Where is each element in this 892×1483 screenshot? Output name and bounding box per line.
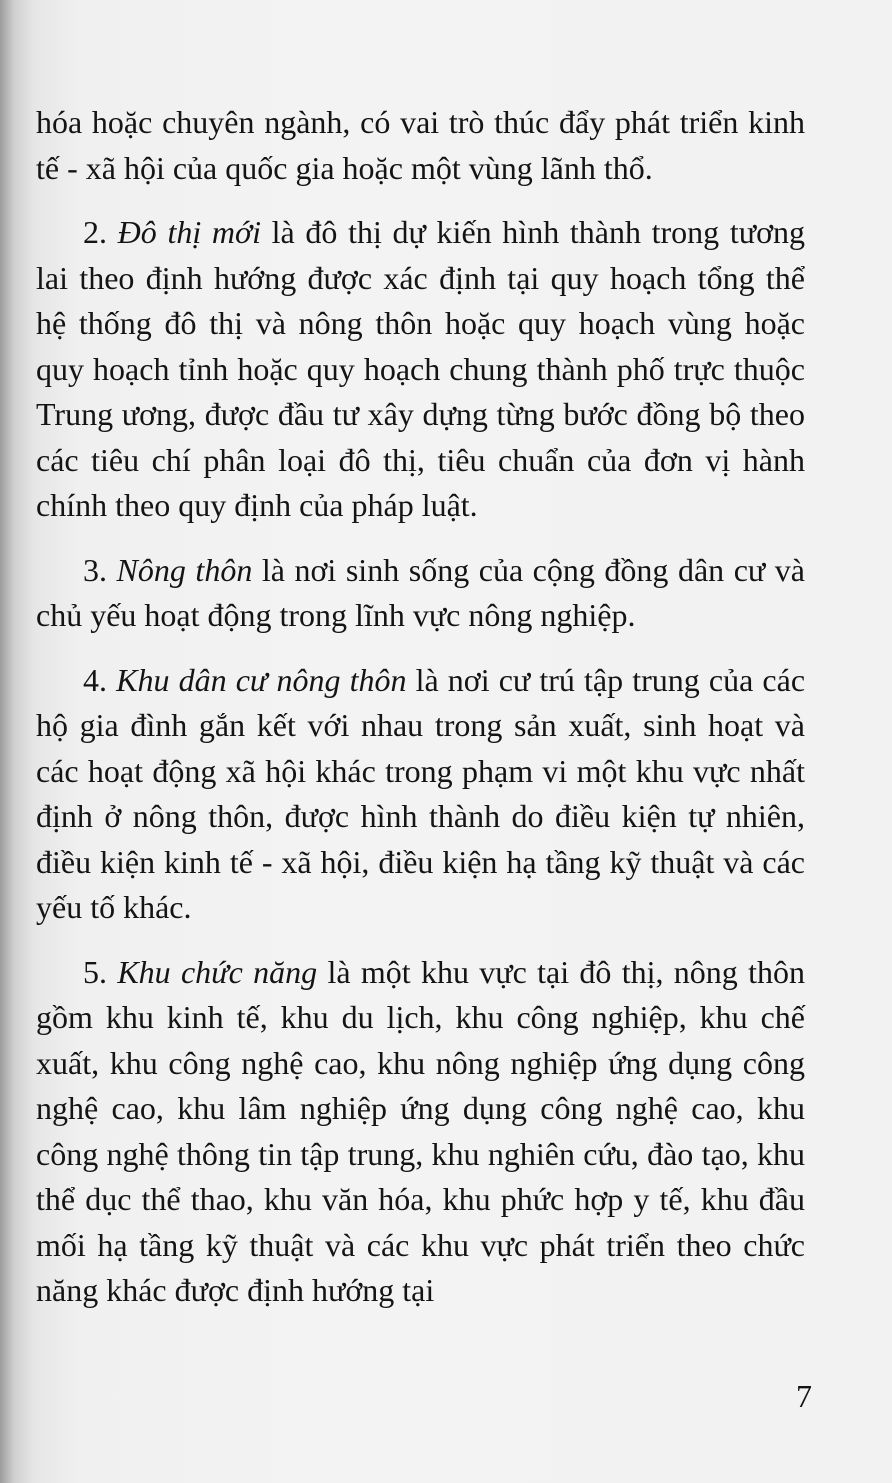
paragraph-5-text: là một khu vực tại đô thị, nông thôn gồm khu kinh tế, khu du lịch, khu công nghiệp, khu chế xuất, khu công nghệ cao, khu nông nghiệp ứng dụng công nghệ cao, khu lâm nghiệp ứng dụng công nghệ cao, khu công nghệ thông tin tập trung, khu nghiên cứu, đào tạo, khu thể dục thể thao, khu văn hóa, khu phức hợp y tế, khu đầu mối hạ tầng kỹ thuật và các khu vực phát triển theo chức năng khác được định hướng tại [36, 953, 806, 1308]
paragraph-5-number: 5. [83, 953, 118, 990]
paragraph-1-continuation [36, 100, 805, 191]
paragraph-2-text: là đô thị dự kiến hình thành trong tương lai theo định hướng được xác định tại quy hoạch tổng thể hệ thống đô thị và nông thôn hoặc quy hoạch vùng hoặc quy hoạch tỉnh hoặc quy hoạch chung thành phố trực thuộc Trung ương, được đầu tư xây dựng từng bước đồng bộ theo các tiêu chí phân loại đô thị, tiêu chuẩn của đơn vị hành chính theo quy định của pháp luật. [36, 214, 806, 523]
paragraph-1-text: hóa hoặc chuyên ngành, có vai trò thúc đẩy phát triển kinh tế - xã hội của quốc gia hoặc một vùng lãnh thổ. [36, 104, 805, 186]
body-text [36, 100, 805, 1333]
paragraph-5 [36, 950, 805, 1314]
paragraph-3-term: Nông thôn [116, 551, 253, 588]
page-number: 7 [796, 1378, 812, 1414]
paragraph-4-text: là nơi cư trú tập trung của các hộ gia đình gắn kết với nhau trong sản xuất, sinh hoạt và các hoạt động xã hội khác trong phạm vi một khu vực nhất định ở nông thôn, được hình thành do điều kiện tự nhiên, điều kiện kinh tế - xã hội, điều kiện hạ tầng kỹ thuật và các yếu tố khác. [36, 661, 806, 925]
paragraph-4-number: 4. [83, 661, 117, 698]
paragraph-2-number: 2. [83, 214, 118, 250]
paragraph-4 [36, 658, 805, 931]
paragraph-3-text: là nơi sinh sống của cộng đồng dân cư và chủ yếu hoạt động trong lĩnh vực nông nghiệp. [36, 551, 806, 633]
paragraph-5-term: Khu chức năng [117, 953, 318, 990]
paragraph-2 [36, 210, 805, 529]
paragraph-3-number: 3. [83, 551, 117, 588]
paragraph-3 [36, 548, 805, 639]
paragraph-4-term: Khu dân cư nông thôn [116, 661, 407, 698]
paragraph-2-term: Đô thị mới [117, 214, 261, 250]
